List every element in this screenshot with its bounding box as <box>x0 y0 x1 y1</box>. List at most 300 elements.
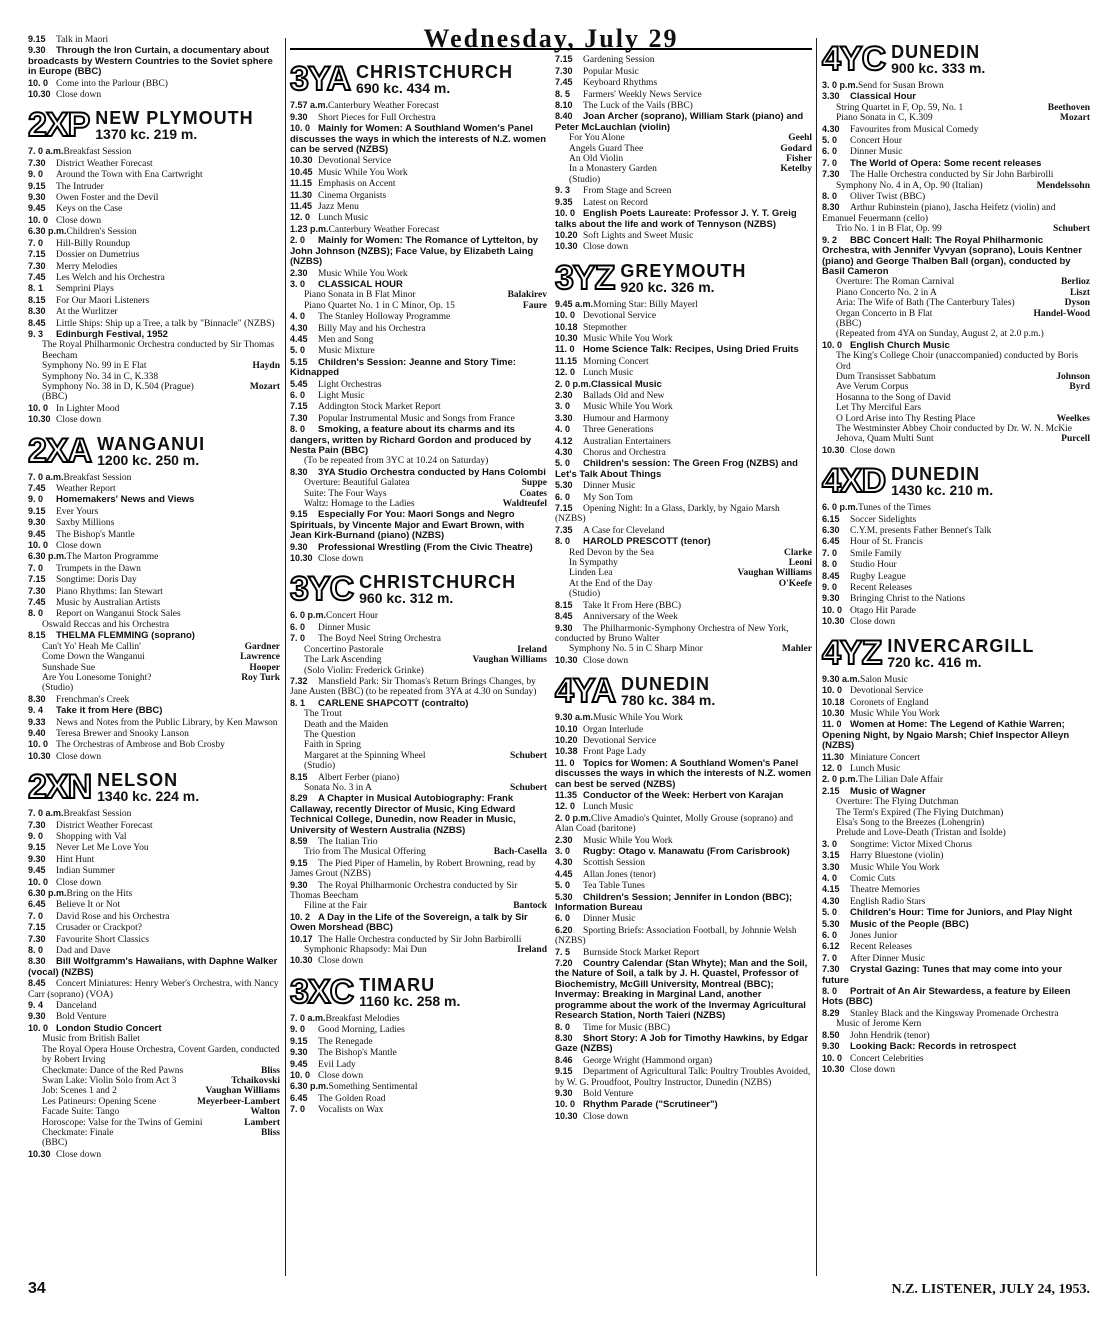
listing-description: Tunes of the Times <box>858 503 931 514</box>
listing-description: The Marton Programme <box>66 552 159 563</box>
listing-description: Classical Music <box>591 378 662 390</box>
listing-entry <box>290 489 547 499</box>
listing-time: 10.30 <box>555 332 578 343</box>
column-middle-left <box>290 54 547 1122</box>
listing-entry <box>822 536 1090 547</box>
listing-time: 10. 0 <box>28 876 49 887</box>
listing-description: Recent Releases <box>850 942 912 953</box>
listing-time: 5. 0 <box>555 880 571 891</box>
listing-time: 9.30 <box>822 593 840 604</box>
listing-time: 9.45 <box>28 203 46 214</box>
listing-entry <box>28 169 280 180</box>
listing-entry <box>822 605 1090 616</box>
listing-description: Piano Quartet No. 1 in C Minor, Op. 15 <box>304 300 455 311</box>
listing-description: Vocalists on Wax <box>318 1105 384 1116</box>
listing-description: Are You Lonesome Tonight? <box>42 672 152 683</box>
listing-entry <box>290 645 547 655</box>
listing-description: Piano Sonata in B Flat Minor <box>304 290 416 301</box>
listing-time: 7.30 <box>290 412 308 423</box>
listing-description: Cinema Organists <box>318 190 387 201</box>
listing-entry <box>28 563 280 574</box>
listing-time: 10. 0 <box>555 310 576 321</box>
listing-entry <box>28 414 280 425</box>
station-callsign: 2XA <box>28 431 92 470</box>
listing-entry <box>290 761 547 771</box>
listing-time: 2.30 <box>555 389 573 400</box>
listing-description: Can't Yo' Heah Me Callin' <box>42 641 141 652</box>
listing-description: CARLENE SHAPCOTT (contralto) <box>318 697 469 709</box>
listing-description: Mansfield Park: Sir Thomas's Return Brings Changes, by Jane Austen (BBC) (to be repeated from 3YA at 4.30 on Sunday) <box>290 676 537 698</box>
listing-description: John Hendrik (tenor) <box>850 1030 930 1041</box>
listing-entry <box>28 146 280 157</box>
listing-time: 7. 0 <box>290 1104 306 1115</box>
listing-entry <box>555 892 812 914</box>
station-frequency: 1340 kc. 224 m. <box>97 788 200 805</box>
listing-description: Music While You Work <box>583 402 673 413</box>
listing-time: 6.30 p.m. <box>28 551 67 562</box>
listing-description: Overture: Beautiful Galatea <box>304 478 410 489</box>
station-frequency: 780 kc. 384 m. <box>621 692 716 709</box>
listing-description: Short Story: A Job for Timothy Hawkins, by Edgar Gaze (NZBS) <box>555 1032 809 1055</box>
listing-composer: Berlioz <box>1060 277 1090 288</box>
listing-description: Music While You Work <box>583 835 673 846</box>
listing-entry <box>28 831 280 842</box>
listing-entry <box>290 1093 547 1104</box>
listing-entry <box>555 436 812 447</box>
listing-time: 9.30 a.m. <box>822 673 861 684</box>
listing-entry <box>555 367 812 378</box>
listing-description: Canterbury Weather Forecast <box>328 101 439 112</box>
listing-entry <box>822 559 1090 570</box>
listing-description: Close down <box>583 655 629 666</box>
listing-time: 4.30 <box>290 322 308 333</box>
listing-entry <box>28 392 280 402</box>
listing-time: 6.45 <box>28 899 46 910</box>
listing-description: (BBC) <box>836 318 862 329</box>
station-city: INVERCARGILL <box>887 635 1035 656</box>
station-callsign: 3YZ <box>555 258 615 297</box>
listing-entry <box>822 797 1090 807</box>
listing-time: 8.30 <box>290 466 308 477</box>
listing-description: Coronets of England <box>850 697 929 708</box>
listing-description: 3YA Studio Orchestra conducted by Hans Colombi <box>318 466 546 478</box>
listing-entry <box>290 279 547 290</box>
listing-composer: Liszt <box>1069 287 1090 298</box>
listing-composer: Dyson <box>1064 298 1090 309</box>
listing-description: Canterbury Weather Forecast <box>328 224 440 235</box>
listing-time: 10.30 <box>28 750 51 761</box>
listing-time: 12. 0 <box>555 801 576 812</box>
listing-description: Trio No. 1 in B Flat, Op. 99 <box>836 224 942 235</box>
listing-time: 3. 0 <box>290 278 306 289</box>
listing-time: 5.45 <box>290 378 308 389</box>
listing-description: Shopping with Val <box>56 831 127 842</box>
listing-time: 3.30 <box>822 91 840 102</box>
listing-entry <box>28 865 280 876</box>
listing-entry <box>28 597 280 608</box>
listing-description: The World of Opera: Some recent releases <box>850 157 1042 169</box>
listing-description: Close down <box>318 1070 364 1081</box>
listing-description: The Term's Expired (The Flying Dutchman) <box>836 807 1004 818</box>
listing-entry <box>290 290 547 300</box>
listing-description: The Golden Road <box>318 1093 386 1104</box>
listing-description: Let Thy Merciful Ears <box>836 403 922 414</box>
listing-description: A Day in the Life of the Sovereign, a talk by Sir Owen Morshead (BBC) <box>290 911 528 934</box>
listing-entry <box>822 674 1090 685</box>
listing-entry <box>555 379 812 390</box>
listing-entry <box>555 880 812 891</box>
listing-entry <box>28 956 280 978</box>
listing-time: 6.15 <box>822 513 840 524</box>
listing-description: Studio Hour <box>850 560 897 571</box>
listing-entry <box>822 514 1090 525</box>
column-right <box>822 34 1090 1075</box>
listing-description: At the End of the Day <box>569 578 653 589</box>
listing-description: The Westminster Abbey Choir conducted by Dr. W. N. McKie <box>836 424 1072 434</box>
listing-description: Songtime: Victor Mixed Chorus <box>850 839 972 850</box>
station-info <box>359 976 460 1009</box>
listing-entry <box>555 175 812 185</box>
station-city: NELSON <box>97 770 179 791</box>
listing-time: 5. 0 <box>822 907 838 918</box>
listing-time: 9.15 <box>290 509 308 520</box>
listing-entry <box>555 746 812 757</box>
listing-entry <box>28 1107 280 1117</box>
listing-entry <box>822 169 1090 180</box>
listing-entry <box>822 135 1090 146</box>
listing-description: Close down <box>850 617 896 628</box>
listing-entry <box>290 709 547 719</box>
listing-description: Portrait of An Air Stewardess, a feature by Eileen Hots (BBC) <box>822 986 1071 1008</box>
listing-entry <box>555 344 812 355</box>
listing-entry <box>822 1008 1090 1019</box>
listing-time: 7.15 <box>555 54 573 65</box>
listing-entry <box>28 642 280 652</box>
listing-entry <box>822 91 1090 102</box>
listing-time: 9.15 <box>290 1035 308 1046</box>
listing-description: Teresa Brewer and Snooky Lanson <box>56 728 189 739</box>
listing-composer: Gardner <box>244 641 280 652</box>
listing-time: 8.45 <box>28 978 46 989</box>
listing-entry <box>555 1033 812 1055</box>
listing-description: (BBC) <box>42 1138 68 1149</box>
listing-entry <box>290 676 547 698</box>
listing-time: 9.30 <box>28 192 46 203</box>
listing-entry <box>28 608 280 619</box>
listing-composer: Faure <box>522 300 547 311</box>
listing-description: Stanley Black and the Kingsway Promenade Orchestra <box>850 1008 1059 1019</box>
listing-description: Close down <box>56 541 102 552</box>
listing-time: 11. 0 <box>555 344 575 355</box>
listing-entry <box>290 155 547 166</box>
listing-entry <box>822 502 1090 513</box>
listing-entry <box>822 1030 1090 1041</box>
station-header <box>822 633 1090 672</box>
listing-description: Weather Report <box>56 484 116 494</box>
listing-description: Department of Agricultural Talk: Poultry Troubles Avoided, by W. G. Proudfoot, Poultry Instructor, Dunedin (NZBS) <box>555 1067 811 1088</box>
listing-description: From Stage and Screen <box>583 186 672 197</box>
listing-description: String Quartet in F, Op. 59, No. 1 <box>836 102 964 113</box>
listing-description: Hint Hunt <box>56 854 95 865</box>
station-frequency: 1370 kc. 219 m. <box>95 126 198 143</box>
listing-entry <box>290 1059 547 1070</box>
listing-description: Breakfast Session <box>63 472 132 483</box>
listing-time: 6. 0 <box>555 913 571 924</box>
listing-description: Dinner Music <box>583 481 636 492</box>
listing-description: Dossier on Dumetrius <box>56 250 140 261</box>
listing-description: Smoking, a feature about its charms and its dangers, written by Richard Gordon and produced by Nesta Pain (BBC) <box>290 424 532 456</box>
listing-entry <box>290 553 547 564</box>
listing-description: News and Notes from the Public Library, by Ken Mawson <box>56 717 278 728</box>
listing-entry <box>822 1019 1090 1029</box>
listing-time: 5.30 <box>555 480 573 491</box>
listing-entry <box>555 947 812 958</box>
listing-time: 6.12 <box>822 941 840 952</box>
listing-time: 5. 0 <box>822 135 838 146</box>
listing-description: Music While You Work <box>318 167 408 178</box>
listing-entry <box>555 735 812 746</box>
listing-description: George Wright (Hammond organ) <box>583 1055 713 1066</box>
listing-description: Miniature Concert <box>850 752 920 763</box>
listing-entry <box>822 786 1090 797</box>
listing-description: Home Science Talk: Recipes, Using Dried Fruits <box>583 344 799 356</box>
listing-entry <box>555 558 812 568</box>
listing-description: Close down <box>850 1064 896 1075</box>
listing-description: Linden Lea <box>569 568 613 579</box>
listing-description: Little Ships: Ship up a Tree, a talk by "Binnacle" (NZBS) <box>56 318 275 329</box>
listing-time: 8. 0 <box>28 608 44 619</box>
listing-entry <box>28 215 280 226</box>
listing-description: Les Patineurs: Opening Scene <box>42 1096 157 1107</box>
listing-time: 9.30 <box>28 853 46 864</box>
listing-description: After Dinner Music <box>850 953 925 964</box>
listing-entry <box>290 955 547 966</box>
station-callsign: 2XN <box>28 768 92 807</box>
listing-description: Ave Verum Corpus <box>836 382 909 393</box>
listing-description: Burnside Stock Market Report <box>583 947 700 958</box>
listing-entry <box>290 167 547 178</box>
listing-entry <box>28 911 280 922</box>
listing-entry <box>290 379 547 390</box>
listing-description: Arthur Rubinstein (piano), Jascha Heifetz (violin) and Emanuel Feuermann (cello) <box>822 203 1056 224</box>
listing-entry <box>822 697 1090 708</box>
listing-time: 9.30 <box>555 622 573 633</box>
listing-entry <box>28 361 280 371</box>
listing-description: A Case for Cleveland <box>583 525 665 536</box>
listing-description: English Church Music <box>850 339 950 351</box>
listing-entry <box>28 249 280 260</box>
listing-entry <box>290 1013 547 1024</box>
station-info <box>891 43 985 76</box>
listing-description: Red Devon by the Sea <box>569 547 654 558</box>
listing-description: Rugby League <box>850 571 906 582</box>
listing-entry <box>822 839 1090 850</box>
listing-entry <box>822 919 1090 930</box>
listing-entry <box>822 351 1090 372</box>
listing-time: 7.30 <box>28 933 46 944</box>
listing-description: Oliver Twist (BBC) <box>850 192 926 203</box>
listing-entry <box>28 45 280 77</box>
listing-description: Theatre Memories <box>850 885 920 896</box>
listing-entry <box>28 1000 280 1011</box>
listing-entry <box>290 345 547 356</box>
listing-entry <box>28 506 280 517</box>
listing-description: Children's Session: Jeanne and Story Time: Kidnapped <box>290 356 516 379</box>
listing-entry <box>555 185 812 196</box>
listing-description: (Studio) <box>42 683 74 694</box>
listing-entry <box>290 323 547 334</box>
listing-entry <box>28 1118 280 1128</box>
listing-description: Recent Releases <box>850 583 912 594</box>
listing-description: Children's Hour: Time for Juniors, and Play Night <box>850 907 1073 919</box>
listing-time: 10.38 <box>555 746 578 757</box>
listing-entry <box>822 146 1090 157</box>
listing-time: 8.29 <box>822 1007 840 1018</box>
listing-entry <box>822 582 1090 593</box>
listing-entry <box>822 1041 1090 1052</box>
listing-time: 12. 0 <box>290 212 311 223</box>
listing-time: 9.30 <box>290 111 308 122</box>
listing-time: 7.45 <box>555 77 573 88</box>
listing-entry <box>28 1128 280 1138</box>
listing-time: 9.15 <box>555 1066 573 1077</box>
listing-composer: Meyerbeer-Lambert <box>197 1096 280 1107</box>
listing-time: 9.33 <box>28 716 46 727</box>
listing-description: Conductor of the Week: Herbert von Karajan <box>583 789 784 801</box>
listing-description: Salon Music <box>860 674 908 685</box>
station-header <box>822 42 1090 76</box>
listing-time: 9.45 <box>28 528 46 539</box>
listing-entry <box>28 705 280 716</box>
listing-composer: Vaughan Williams <box>737 568 812 579</box>
listing-time: 7. 0 <box>822 547 838 558</box>
listing-time: 4.15 <box>822 884 840 895</box>
listing-time: 10.30 <box>28 89 51 100</box>
listing-description: Morning Star: Billy Mayerl <box>593 299 698 310</box>
listing-time: 8.30 <box>822 202 840 213</box>
listing-description: The Lark Ascending <box>304 655 382 666</box>
listing-description: O Lord Arise into Thy Resting Place <box>836 413 976 424</box>
listing-description: The Renegade <box>318 1036 373 1047</box>
listing-composer: Bantock <box>513 901 547 912</box>
listing-time: 3. 0 <box>822 838 838 849</box>
listing-description: Sonata No. 3 in A <box>304 782 372 793</box>
listing-time: 8. 0 <box>822 191 838 202</box>
listing-description: The Pied Piper of Hamelin, by Robert Browning, read by James Grout (NZBS) <box>290 858 536 880</box>
listing-composer: Bach-Casella <box>493 847 547 858</box>
listing-entry <box>28 673 280 683</box>
listing-entry <box>28 261 280 272</box>
listing-description: Come into the Parlour (BBC) <box>56 78 168 89</box>
listing-description: Symphony No. 99 in E Flat <box>42 361 147 372</box>
listing-entry <box>822 873 1090 884</box>
listing-time: 11.30 <box>290 189 313 200</box>
listing-entry <box>28 89 280 100</box>
listing-time: 7. 0 <box>28 237 44 248</box>
listing-time: 9.30 <box>28 517 46 528</box>
listing-description: Lunch Music <box>583 802 634 813</box>
listing-description: Close down <box>850 445 896 456</box>
listing-time: 8. 0 <box>822 559 838 570</box>
listing-description: Sunshade Sue <box>42 662 96 673</box>
listing-description: Joan Archer (soprano), William Stark (piano) and Peter McLauchlan (violin) <box>555 111 804 133</box>
listing-entry <box>822 414 1090 424</box>
listing-entry <box>822 763 1090 774</box>
listing-composer: Roy Turk <box>241 672 280 683</box>
listing-description: Job: Scenes 1 and 2 <box>42 1086 117 1097</box>
listing-description: Take It From Here (BBC) <box>583 600 682 611</box>
listing-time: 8.30 <box>28 956 46 967</box>
station-frequency: 690 kc. 434 m. <box>356 80 451 97</box>
listing-time: 10. 0 <box>28 77 49 88</box>
listing-entry <box>28 1076 280 1086</box>
listing-entry <box>555 846 812 857</box>
listing-entry <box>28 181 280 192</box>
listing-entry <box>822 340 1090 351</box>
listing-entry <box>28 318 280 329</box>
listing-time: 4.30 <box>822 123 840 134</box>
listing-entry <box>28 728 280 739</box>
listing-entry <box>822 80 1090 91</box>
listing-description: (Studio) <box>569 589 601 600</box>
listing-entry <box>28 540 280 551</box>
listing-description: Close down <box>56 1149 102 1160</box>
listing-time: 9. 0 <box>290 1024 306 1035</box>
listing-entry <box>555 299 812 310</box>
listing-description: The Halle Orchestra conducted by Sir John Barbirolli <box>850 170 1054 181</box>
listing-time: 6.45 <box>822 536 840 547</box>
listing-description: Looking Back: Records in retrospect <box>850 1041 1017 1053</box>
listing-description: Bring on the Hits <box>66 889 133 899</box>
listing-entry <box>28 382 280 392</box>
listing-description: Music of Wagner <box>850 785 926 797</box>
station-header <box>28 768 280 807</box>
listing-time: 11.15 <box>290 178 313 189</box>
listing-description: Crystal Gazing: Tunes that may come into your future <box>822 964 1063 986</box>
listing-description: Music from British Ballet <box>42 1034 140 1045</box>
listing-description: Topics for Women: A Southland Women's Panel discusses the ways in which the interests of N.Z. women can best be served (NZBS) <box>555 757 812 790</box>
listing-composer: Fisher <box>786 154 812 165</box>
listing-time: 7.45 <box>28 271 46 282</box>
station-city: CHRISTCHURCH <box>356 62 514 83</box>
listing-description: Children's session: The Green Frog (NZBS) and Let's Talk About Things <box>555 458 798 480</box>
listing-description: Clive Amadio's Quintet, Molly Grouse (soprano) and Alan Coad (baritone) <box>555 813 793 835</box>
listing-entry <box>822 685 1090 696</box>
listing-time: 9.30 <box>28 45 46 56</box>
listing-time: 8. 0 <box>555 536 571 547</box>
listing-description: Three Generations <box>583 425 654 436</box>
listing-entry <box>555 1022 812 1033</box>
listing-time: 10. 0 <box>822 1052 843 1063</box>
listing-entry <box>290 311 547 322</box>
listing-time: 8.15 <box>28 630 46 641</box>
listing-time: 8.30 <box>28 306 46 317</box>
listing-entry <box>555 111 812 133</box>
listing-description: Humour and Harmony <box>583 413 670 424</box>
listing-description: Checkmate: Finale <box>42 1127 114 1138</box>
station-header <box>28 106 280 145</box>
listing-entry <box>822 434 1090 444</box>
listing-composer: Walton <box>250 1107 280 1118</box>
listing-entry <box>555 390 812 401</box>
listing-description: Favourites from Musical Comedy <box>850 124 979 135</box>
listing-time: 10.30 <box>822 616 845 627</box>
listing-time: 7.30 <box>28 819 46 830</box>
listing-description: Symphony No. 4 in A, Op. 90 (Italian) <box>836 180 983 191</box>
listing-entry <box>555 536 812 547</box>
listing-entry <box>28 586 280 597</box>
listing-time: 7.30 <box>822 169 840 180</box>
